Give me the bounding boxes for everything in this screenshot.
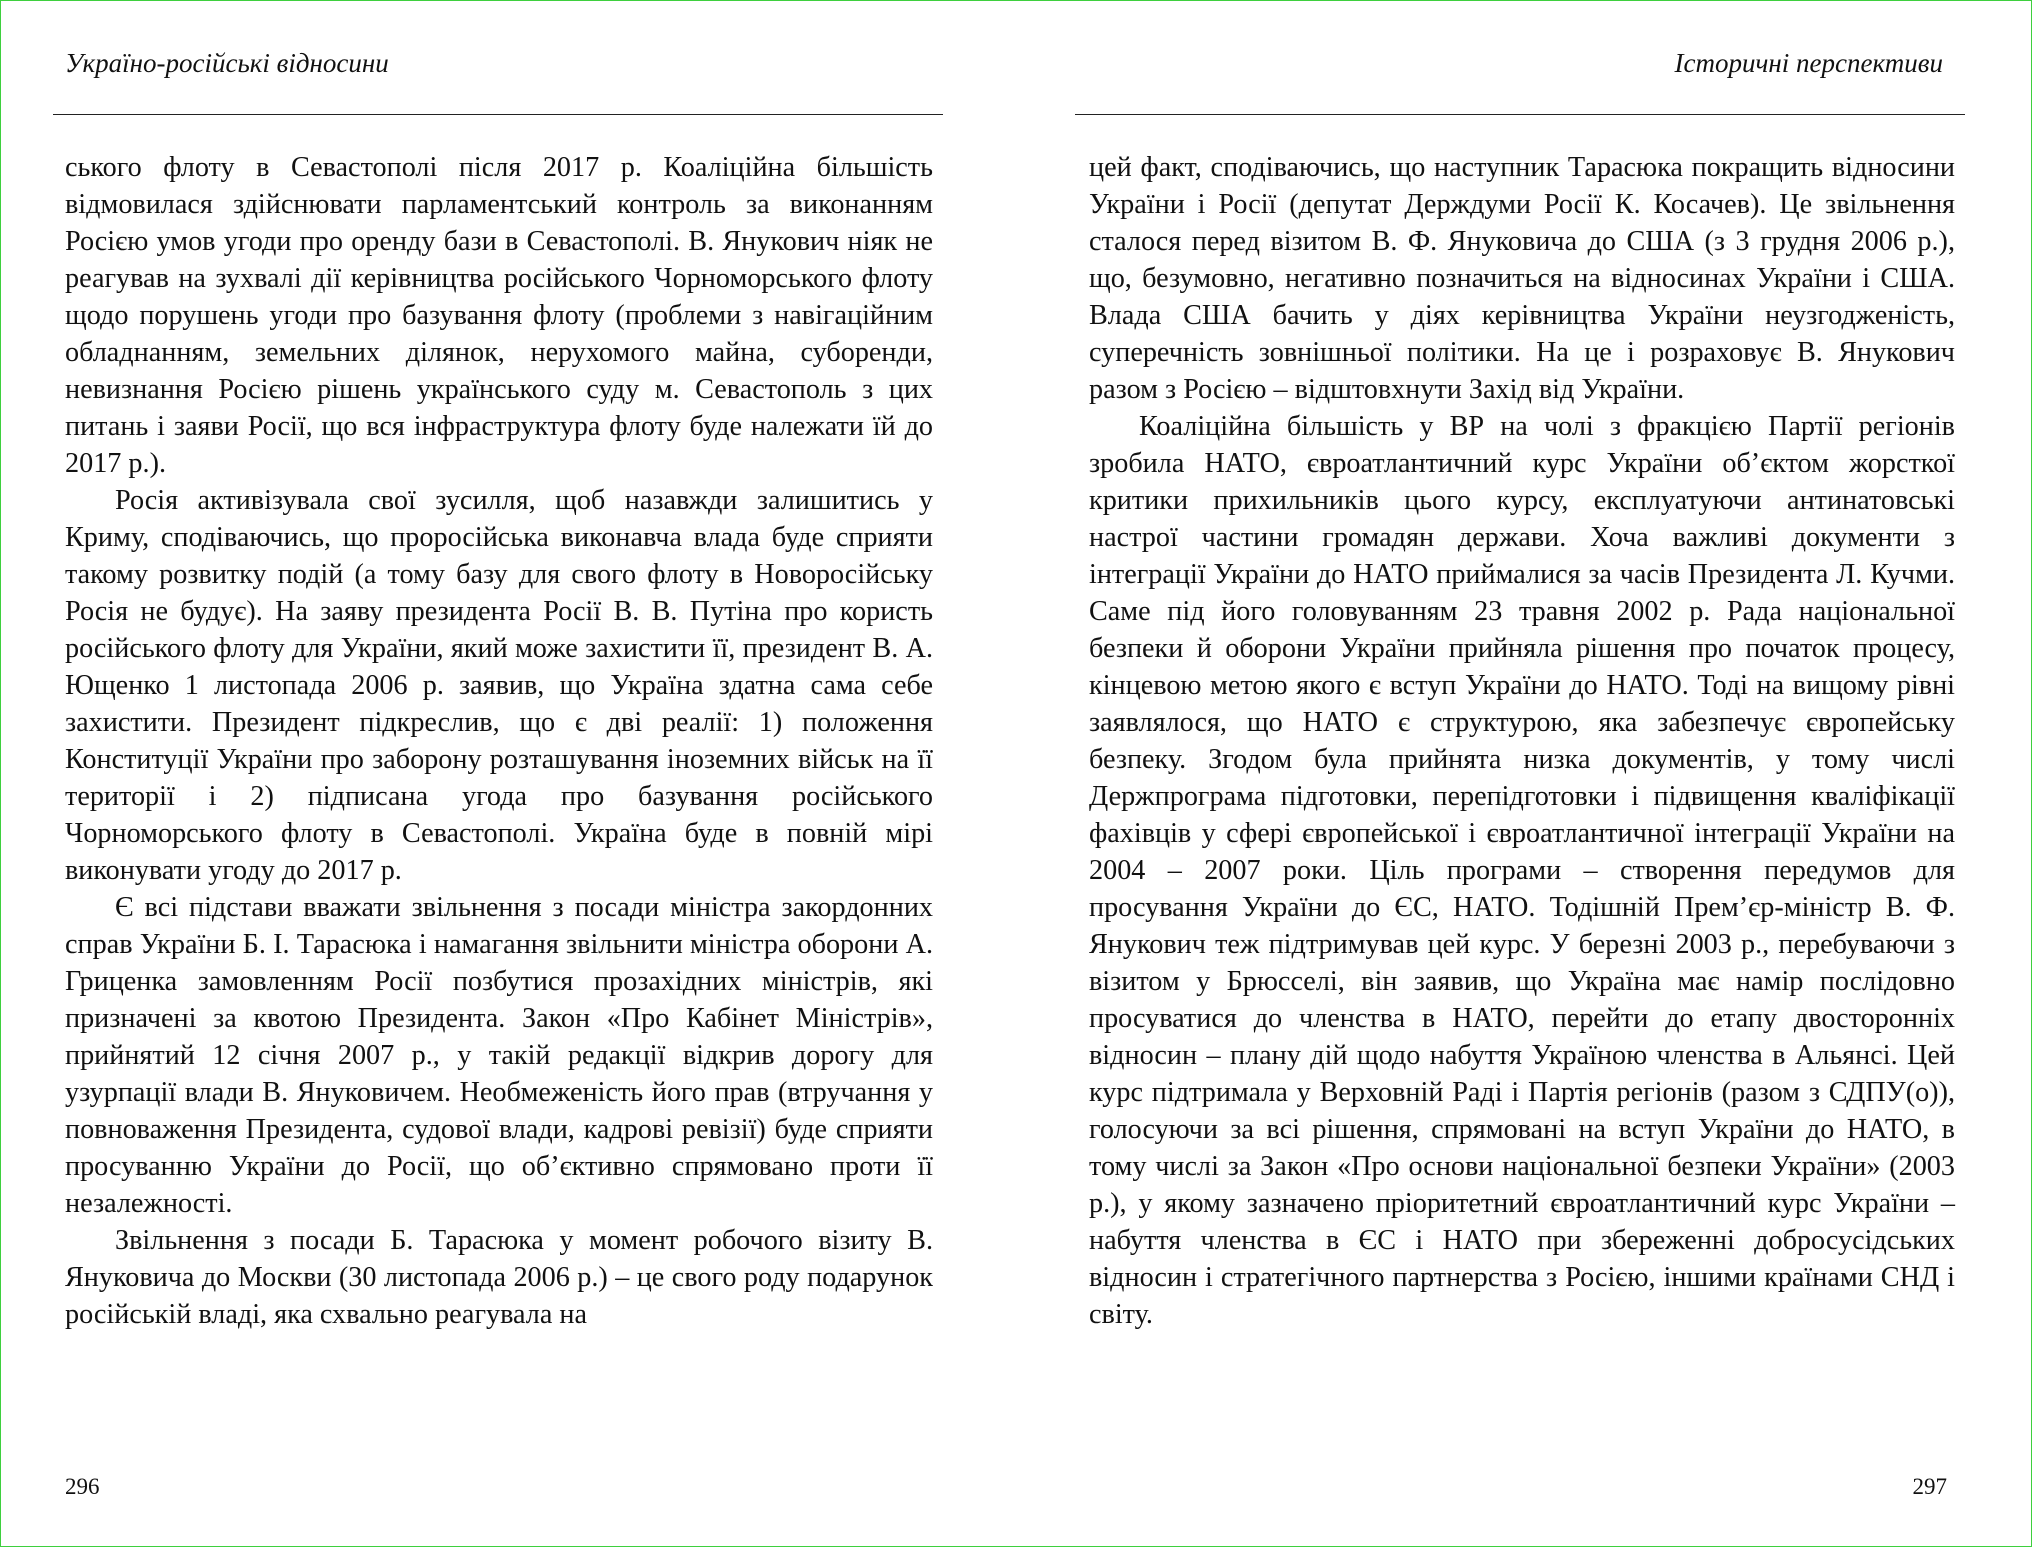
paragraph: Коаліційна більшість у ВР на чолі з фракцією Партії регіонів зробила НАТО, євроатлантичний курс України об’єктом жорсткої критики прихильників цього курсу, експлуатуючи антинатовські настрої частини громадян держави. Хоча важливі документи з інтеграції України до НАТО приймалися за часів Президента Л. Кучми. Саме під його головуванням 23 травня 2002 р. Рада національної безпеки й оборони України прийняла рішення про початок процесу, кінцевою метою якого є вступ України до НАТО. Тоді на вищому рівні заявлялося, що НАТО є структурою, яка забезпечує європейську безпеку. Згодом була прийнята низка документів, у тому числі Держпрограма підготовки, перепідготовки і підвищення кваліфікації фахівців у сфері європейської і євроатлантичної інтеграції України на 2004 – 2007 роки. Ціль програми – створення передумов для просування України до ЄС, НАТО. Тодішній Прем’єр-міністр В. Ф. Янукович теж підтримував цей курс. У березні 2003 р., перебуваючи з візитом у Брюсселі, він заявив, що Україна має намір послідовно просуватися до членства в НАТО, перейти до етапу двосторонніх відносин – плану дій щодо набуття Україною членства в Альянсі. Цей курс підтримала у Верховній Раді і Партія регіонів (разом з СДПУ(о)), голосуючи за всі рішення, спрямовані на вступ України до НАТО, в тому числі за Закон «Про основи національної безпеки України» (2003 р.), у якому зазначено пріоритетний євроатлантичний курс України – набуття членства в ЄС і НАТО при збереженні добросусідських відносин і стратегічного партнерства з Росією, іншими країнами СНД і світу. (1089, 411, 1955, 1330)
running-head: Історичні перспективи (1674, 48, 1943, 78)
paragraph: Є всі підстави вважати звільнення з посади міністра закордонних справ України Б. І. Тарасюка і намагання звільнити міністра оборони А. Гриценка замовленням Росії позбутися прозахідних міністрів, які призначені за квотою Президента. Закон «Про Кабінет Міністрів», прийнятий 12 січня 2007 р., у такій редакції відкрив дорогу для узурпації влади В. Януковичем. Необмеженість його прав (втручання у повноваження Президента, судової влади, кадрові ревізії) буде сприяти просуванню України до Росії, що об’єктивно спрямовано проти її незалежності. (65, 892, 933, 1219)
header-rule (53, 114, 943, 115)
paragraph: Звільнення з посади Б. Тарасюка у момент робочого візиту В. Януковича до Москви (30 листопада 2006 р.) – це свого роду подарунок російській владі, яка схвально реагувала на (65, 1225, 933, 1330)
header-rule (1075, 114, 1965, 115)
paragraph: Росія активізувала свої зусилля, щоб назавжди залишитись у Криму, сподіваючись, що проросійська виконавча влада буде сприяти такому розвитку подій (а тому базу для свого флоту в Новоросійську Росія не будує). На заяву президента Росії В. В. Путіна про користь російського флоту для України, який може захистити її, президент В. А. Ющенко 1 листопада 2006 р. заявив, що Україна здатна сама себе захистити. Президент підкреслив, що є дві реалії: 1) положення Конституції України про заборону розташування іноземних військ на її території і 2) підписана угода про базування російського Чорноморського флоту в Севастополі. Україна буде в повній мірі виконувати угоду до 2017 р. (65, 485, 933, 886)
right-page (1075, 1, 1955, 1546)
left-page (53, 1, 943, 1546)
running-head: Україно-російські відносини (65, 48, 389, 78)
page-body (1089, 149, 1955, 1333)
page-number: 297 (1912, 1474, 1947, 1499)
page-body (65, 149, 933, 1333)
paragraph: цей факт, сподіваючись, що наступник Тарасюка покращить відносини України і Росії (депутат Держдуми Росії К. Косачев). Це звільнення сталося перед візитом В. Ф. Януковича до США (з 3 грудня 2006 р.), що, безумовно, негативно позначиться на відносинах України і США. Влада США бачить у діях керівництва України неузгодженість, суперечність зовнішньої політики. На це і розраховує В. Янукович разом з Росією – відштовхнути Захід від України. (1089, 152, 1955, 405)
page-number: 296 (65, 1474, 100, 1499)
paragraph: ського флоту в Севастополі після 2017 р. Коаліційна більшість відмовилася здійснювати парламентський контроль за виконанням Росією умов угоди про оренду бази в Севастополі. В. Янукович ніяк не реагував на зухвалі дії керівництва російського Чорноморського флоту щодо порушень угоди про базування флоту (проблеми з навігаційним обладнанням, земельних ділянок, нерухомого майна, суборенди, невизнання Росією рішень українського суду м. Севастополь з цих питань і заяви Росії, що вся інфраструктура флоту буде належати їй до 2017 р.). (65, 152, 933, 479)
